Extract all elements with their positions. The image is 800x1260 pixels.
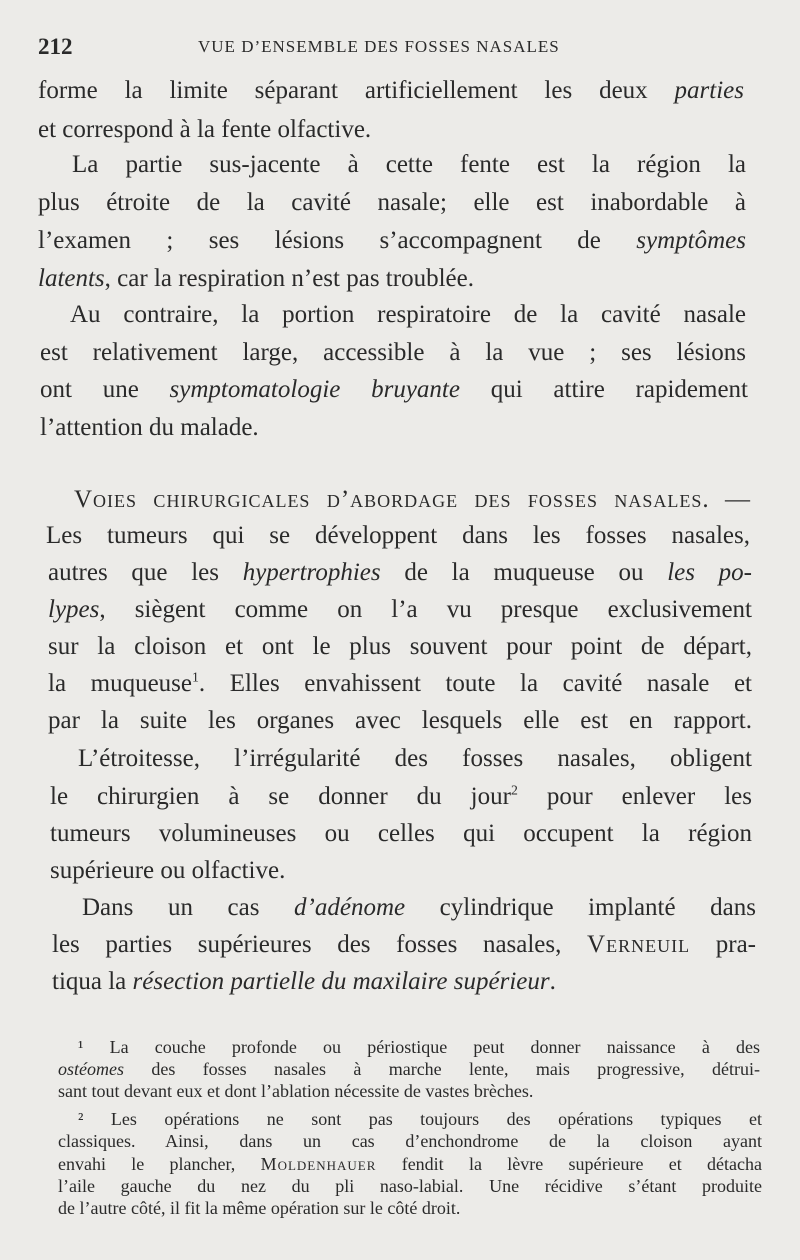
text-line: l’attention du malade. (40, 414, 259, 441)
running-head: VUE D’ENSEMBLE DES FOSSES NASALES (198, 37, 560, 56)
text-line: supérieure ou olfactive. (50, 857, 286, 884)
footnote-ref-2: 2 (510, 782, 518, 798)
author-name: Moldenhauer (260, 1154, 377, 1174)
page-number: 212 (38, 34, 73, 59)
text-line: Les tumeurs qui se développent dans les fosses nasales, (46, 522, 750, 549)
footnote-ref-1: 1 (192, 669, 199, 685)
text-line: tiqua la résection partielle du maxilaire supérieur. (52, 968, 556, 995)
text-line: tumeurs volumineuses ou celles qui occupent la région (50, 820, 752, 847)
footnote-line: de l’autre côté, il fit la même opération sur le côté droit. (58, 1198, 461, 1218)
text-line: la muqueuse$^1$. Elles envahissent toute la cavité nasale et (48, 669, 752, 697)
footnote-line: envahi le plancher, Moldenhauer fendit la lèvre supérieure et détacha (58, 1154, 762, 1174)
text-line: latents, car la respiration n’est pas troublée. (38, 265, 474, 292)
text-line: L’étroitesse, l’irrégularité des fosses nasales, obligent (78, 745, 752, 772)
text-line: Dans un cas d’adénome cylindrique implanté dans (82, 894, 756, 921)
section-heading-line: Voies chirurgicales d’abordage des fosses nasales. — (74, 486, 750, 513)
author-name: Verneuil (587, 931, 691, 958)
footnote-line: ¹ La couche profonde ou périostique peut donner naissance à des (78, 1037, 760, 1057)
text-line: La partie sus-jacente à cette fente est la région la (72, 151, 746, 178)
footnote-line: sant tout devant eux et dont l’ablation nécessite de vastes brèches. (58, 1081, 534, 1101)
text-line: ont une symptomatologie bruyante qui attire rapidement (40, 376, 748, 403)
text-line: et correspond à la fente olfactive. (38, 116, 372, 143)
text-line: les parties supérieures des fosses nasales, Verneuil pra- (52, 931, 756, 958)
text-line: forme la limite séparant artificiellement les deux parties (38, 77, 744, 104)
footnote-line: l’aile gauche du nez du pli naso-labial. Une récidive s’étant produite (58, 1176, 762, 1196)
footnote-line: ostéomes des fosses nasales à marche lente, mais progressive, détrui- (58, 1059, 760, 1079)
text-line: lypes, siègent comme on l’a vu presque exclusivement (48, 596, 752, 623)
text-line: autres que les hypertrophies de la muqueuse ou les po- (48, 559, 752, 586)
text-line: sur la cloison et ont le plus souvent pour point de départ, (48, 633, 752, 660)
text-line: par la suite les organes avec lesquels elle est en rapport. (48, 707, 752, 734)
footnote-line: classiques. Ainsi, dans un cas d’enchondrome de la cloison ayant (58, 1131, 762, 1151)
section-heading: Voies chirurgicales d’abordage des fosses nasales. (74, 486, 710, 513)
text-line: est relativement large, accessible à la vue ; ses lésions (40, 339, 746, 366)
text-line: plus étroite de la cavité nasale; elle est inabordable à (38, 189, 746, 216)
text-line: le chirurgien à se donner du jour$^2$ pour enlever les (50, 782, 752, 810)
text-line: l’examen ; ses lésions s’accompagnent de symptômes (38, 227, 746, 254)
footnote-line: ² Les opérations ne sont pas toujours des opérations typiques et (78, 1109, 762, 1129)
page-header (38, 34, 760, 64)
text-line: Au contraire, la portion respiratoire de la cavité nasale (70, 301, 746, 328)
